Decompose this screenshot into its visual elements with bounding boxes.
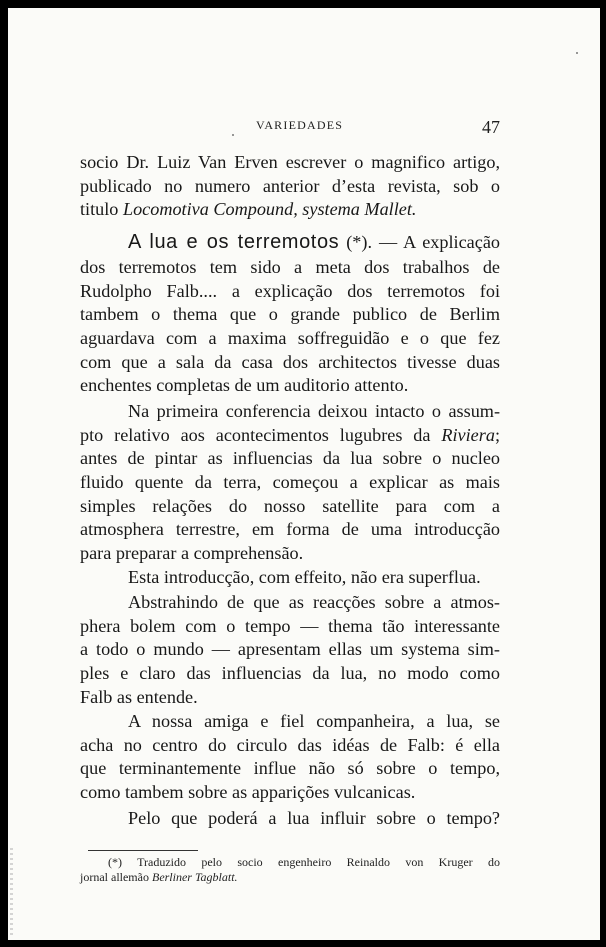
article-title-italic: Locomotiva Compound, systema Mallet.	[122, 199, 417, 220]
section-paragraph	[80, 229, 500, 398]
text-line: A nossa amiga e fiel companheira, a lua, se	[128, 711, 500, 731]
riviera-italic: Riviera	[441, 424, 495, 445]
text-line: a todo o mundo — apresentam ellas um systema sim-	[80, 639, 500, 660]
text-line: com que a sala da casa dos architectos tivesse duas	[80, 351, 500, 372]
text-line: socio Dr. Luiz Van Erven escrever o magnifico artigo,	[80, 152, 500, 172]
text-line: como tambem sobre as apparições vulcanicas.	[80, 782, 416, 803]
book-page	[8, 8, 600, 940]
text-span: — A explicação	[372, 232, 500, 252]
text-line	[80, 424, 500, 448]
text-line: antes de pintar as influencias da lua sobre o nucleo	[80, 448, 500, 469]
text-line: atmosphera terrestre, em forma de uma introducção	[80, 519, 500, 540]
text-line: dos terremotos tem sido a meta dos trabalhos de	[80, 257, 500, 277]
ink-speck	[232, 134, 234, 136]
text-line: aguardava com a maxima soffreguidão e o que fez	[80, 328, 500, 349]
text-line: publicado no numero anterior d’esta revista, sob o	[80, 175, 500, 196]
text-line: que terminantemente influe não só sobre o tempo,	[80, 758, 500, 779]
footnote-ref: (*).	[339, 232, 373, 252]
text-line: Na primeira conferencia deixou intacto o assum-	[128, 401, 500, 421]
text-line: Esta introducção, com effeito, não era superflua.	[128, 567, 481, 587]
footnote	[80, 855, 500, 885]
footnote-line: (*) Traduzido pelo socio engenheiro Reinaldo von Kruger do	[108, 855, 500, 869]
running-title: VARIEDADES	[256, 118, 344, 132]
ink-speck	[576, 52, 578, 54]
text-line: para preparar a comprehensão.	[80, 543, 304, 564]
text-span: pto relativo aos acontecimentos lugubres da	[80, 424, 442, 445]
text-span: titulo	[80, 199, 123, 220]
paragraph-companion	[80, 710, 500, 805]
text-line: tambem o thema que o grande publico de Berlim	[80, 304, 500, 325]
margin-scratch-marks	[10, 848, 13, 938]
page-number: 47	[482, 117, 500, 137]
footnote-rule	[88, 850, 198, 851]
text-line: phera bolem com o tempo — thema tão interessante	[80, 615, 500, 636]
newspaper-title-italic: Berliner Tagblatt.	[151, 870, 238, 884]
paragraph-question	[80, 807, 500, 831]
intro-paragraph	[80, 151, 500, 222]
text-line: ples e claro das influencias da lua, no modo como	[80, 663, 500, 684]
text-span: ;	[494, 424, 500, 445]
text-line: enchentes completas de um auditorio attento.	[80, 375, 409, 396]
text-line	[80, 198, 500, 222]
text-line: Falb as entende.	[80, 686, 198, 707]
paragraph-abstracting	[80, 591, 500, 709]
paragraph-intro-note	[80, 566, 500, 590]
section-heading: A lua e os terremotos	[128, 231, 340, 253]
text-span: jornal allemão	[80, 870, 152, 884]
text-line: Rudolpho Falb.... a explicação dos terremotos foi	[80, 280, 500, 301]
footnote-line	[80, 870, 500, 885]
paragraph-conference	[80, 400, 500, 566]
text-line: acha no centro do circulo das idéas de Falb: é ella	[80, 734, 500, 755]
text-line: Abstrahindo de que as reacções sobre a atmos-	[128, 592, 500, 612]
text-line: Pelo que poderá a lua influir sobre o tempo?	[128, 808, 500, 828]
text-line	[80, 229, 500, 256]
text-line: simples relações do nosso satellite para com a	[80, 495, 500, 516]
text-line: fluido quente da terra, começou a explicar as mais	[80, 472, 500, 493]
